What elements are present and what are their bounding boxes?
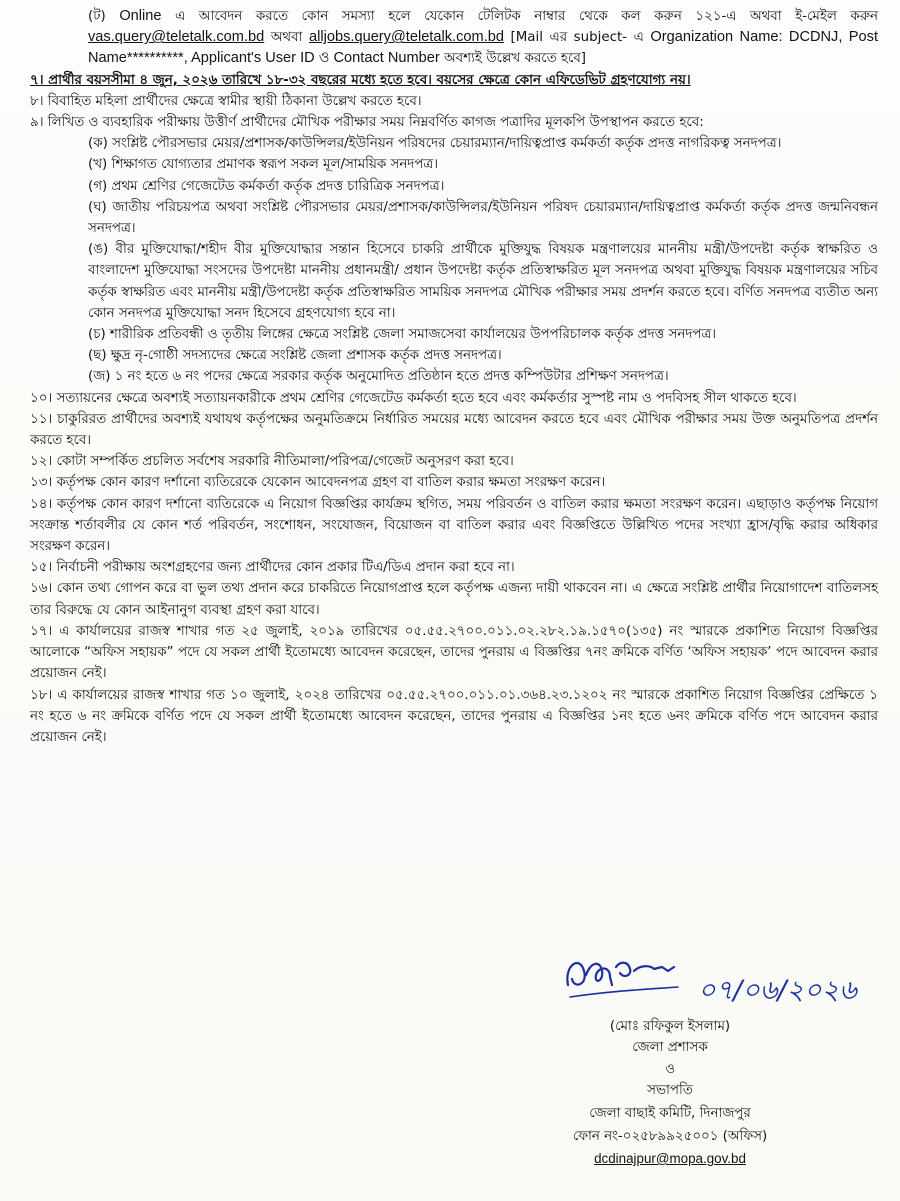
signatory-phone: ফোন নং-০২৫৮৯৯২৫০০১ (অফিস) — [572, 1129, 768, 1144]
notice-body — [30, 6, 878, 748]
item-9-ja: (জ) ১ নং হতে ৬ নং পদের ক্ষেত্রে সরকার কর্তৃক অনুমোদিত প্রতিষ্ঠান হতে প্রদত্ত কম্পিউটার প্রশিক্ষণ সনদপত্র। — [88, 369, 669, 385]
online-word: Online — [119, 8, 162, 24]
item-16-false-info: ১৬। কোন তথ্য গোপন করে বা ভুল তথ্য প্রদান করে চাকরিতে নিয়োগপ্রাপ্ত হলে কর্তৃপক্ষ এজন্য দায়ী থাকবেন না। এ ক্ষেত্রে সংশ্লিষ্ট প্রার্থীর নিয়োগাদেশ বাতিলসহ তার বিরুদ্ধে যে কোন আইনানুগ ব্যবস্থা গ্রহণ করা যাবে। — [30, 581, 878, 618]
item-13-authority-rights: ১৩। কর্তৃপক্ষ কোন কারণ দর্শানো ব্যতিরেকে যেকোন আবেদনপত্র গ্রহণ বা বাতিল করার ক্ষমতা সংরক্ষণ করেন। — [30, 475, 606, 491]
item-9-uma: (ঙ) বীর মুক্তিযোদ্ধা/শহীদ বীর মুক্তিযোদ্ধার সন্তান হিসেবে চাকরি প্রার্থীকে মুক্তিযুদ্ধ বিষয়ক মন্ত্রণালয়ের মাননীয় মন্ত্রী/উপদেষ্টা কর্তৃক স্বাক্ষরিত ও বাংলাদেশ মুক্তিযোদ্ধা সংসদের উপদেষ্টা মাননীয় প্রধানমন্ত্রী/ প্রধান উপদেষ্টা কর্তৃক প্রতিস্বাক্ষরিত মূল সনদপত্র অথবা মুক্তিযুদ্ধ বিষয়ক মন্ত্রণালয়ের সচিব কর্তৃক স্বাক্ষরিত এবং মাননীয় মন্ত্রী/উপদেষ্টা কর্তৃক প্রতিস্বাক্ষরিত সাময়িক সনদপত্র মৌখিক পরীক্ষার সময় প্রদর্শন করতে হবে। বর্ণিত সনদপত্র ব্যতীত অন্য কোন সনদপত্র মুক্তিযোদ্ধা সনদ হিসেবে গ্রহণযোগ্য হবে না। — [88, 242, 878, 321]
vas-query-email-link[interactable]: vas.query@teletalk.com.bd — [88, 29, 265, 46]
item-t-text-4: অবশ্যই উল্লেখ করতে হবে] — [439, 51, 586, 67]
item-9-gha: (ঘ) জাতীয় পরিচয়পত্র অথবা সংশ্লিষ্ট পৌরসভার মেয়র/প্রশাসক/কাউন্সিলর/ইউনিয়ন পরিষদ চেয়ারম্যান/দায়িত্বপ্রাপ্ত কর্মকর্তা কর্তৃক প্রদত্ত জন্মনিবন্ধন সনদপত্র। — [88, 199, 878, 237]
signatory-title: জেলা প্রশাসক — [632, 1040, 708, 1055]
item-t-prefix: (ট) — [88, 9, 120, 24]
item-9-ga: (গ) প্রথম শ্রেণির গেজেটেড কর্মকর্তা কর্তৃক প্রদত্ত চারিত্রিক সনদপত্র। — [88, 178, 445, 194]
item-9-ka: (ক) সংশ্লিষ্ট পৌরসভার মেয়র/প্রশাসক/কাউন্সিলর/ইউনিয়ন পরিষদের চেয়ারম্যান/দায়িত্বপ্রাপ্ত কর্মকর্তা কর্তৃক প্রদত্ত নাগরিকত্ব সনদপত্র। — [88, 136, 782, 152]
item-14-authority-changes: ১৪। কর্তৃপক্ষ কোন কারণ দর্শানো ব্যতিরেকে এ নিয়োগ বিজ্ঞপ্তির কার্যক্রম স্থগিত, সময় পরিবর্তন ও বাতিল করার ক্ষমতা সংরক্ষণ করেন। এছাড়াও কর্তৃপক্ষ নিয়োগ সংক্রান্ত শর্তাবলীর যে কোন শর্ত পরিবর্তন, সংশোধন, সংযোজন, বিয়োজন বা বাতিল করার এবং বিজ্ঞপ্তিতে উল্লিখিত পদের সংখ্যা হ্রাস/বৃদ্ধি করার অধিকার সংরক্ষণ করেন। — [30, 496, 878, 555]
item-11-employed-candidates: ১১। চাকুরিরত প্রার্থীদের অবশ্যই যথাযথ কর্তৃপক্ষের অনুমতিক্রমে নির্ধারিত সময়ের মধ্যে আবেদন করতে হবে এবং মৌখিক পরীক্ষার সময় উক্ত অনুমতিপত্র প্রদর্শন করতে হবে। — [30, 411, 878, 449]
item-17-previous-office-assistant: ১৭। এ কার্যালয়ের রাজস্ব শাখার গত ২৫ জুলাই, ২০১৯ তারিখের ০৫.৫৫.২৭০০.০১১.০২.২৮২.১৯.১৫৭০(১৩৫) নং স্মারকে প্রকাশিত নিয়োগ বিজ্ঞপ্তির আলোকে “অফিস সহায়ক” পদে যে সকল প্রার্থী ইতোমধ্যে আবেদন করেছেন, তাদের পুনরায় এ বিজ্ঞপ্তির ৭নং ক্রমিকে বর্ণিত ‘অফিস সহায়ক’ পদে আবেদন করার প্রয়োজন নেই। — [30, 623, 878, 682]
item-12-quota: ১২। কোটা সম্পর্কিত প্রচলিত সর্বশেষ সরকারি নীতিমালা/পরিপত্র/গেজেট অনুসরণ করা হবে। — [30, 454, 514, 470]
signatory-committee: জেলা বাছাই কমিটি, দিনাজপুর — [589, 1106, 751, 1121]
handwritten-date: ০৭/০৬/২০২৬ — [698, 975, 857, 1006]
item-t-text-1: এ আবেদন করতে কোন সমস্যা হলে যেকোন টেলিটক নাম্বার থেকে কল করুন ১২১-এ অথবা ই-মেইল করুন — [161, 9, 878, 24]
item-10-attestation: ১০। সত্যায়নের ক্ষেত্রে অবশ্যই সত্যায়নকারীকে প্রথম শ্রেণির গেজেটেড কর্মকর্তা হতে হবে এবং কর্মকর্তার সুস্পষ্ট নাম ও পদবিসহ সীল থাকতে হবে। — [30, 390, 797, 406]
handwritten-signature — [550, 945, 860, 1015]
item-t-text-2: অথবা — [264, 30, 310, 46]
item-9-cha: (চ) শারীরিক প্রতিবন্ধী ও তৃতীয় লিঙ্গের ক্ষেত্রে সংশ্লিষ্ট জেলা সমাজসেবা কার্যালয়ের উপপরিচালক কর্তৃক প্রদত্ত সনদপত্র। — [88, 327, 717, 343]
item-15-no-ta-da: ১৫। নির্বাচনী পরীক্ষায় অংশগ্রহণের জন্য প্রার্থীদের কোন প্রকার টিএ/ডিএ প্রদান করা হবে না। — [30, 560, 515, 576]
item-9-kha: (খ) শিক্ষাগত যোগ্যতার প্রমাণক স্বরূপ সকল মূল/সাময়িক সনদপত্র। — [88, 157, 439, 173]
signatory-title-2: সভাপতি — [647, 1083, 693, 1098]
item-9-viva-documents: ৯। লিখিত ও ব্যবহারিক পরীক্ষায় উত্তীর্ণ প্রার্থীদের মৌখিক পরীক্ষার সময় নিম্নবর্ণিত কাগজ পত্রাদির মূলকপি উপস্থাপন করতে হবে: — [30, 115, 704, 131]
item-8-married-women: ৮। বিবাহিত মহিলা প্রার্থীদের ক্ষেত্রে স্বামীর স্থায়ী ঠিকানা উল্লেখ করতে হবে। — [30, 93, 422, 109]
item-t-online-help — [30, 6, 878, 70]
signatory-and: ও — [665, 1062, 675, 1077]
organization-line: Organization Name: DCDNJ, Post Name**********, Applicant's User ID ও Contact Number — [88, 29, 878, 67]
item-18-previous-applicants: ১৮। এ কার্যালয়ের রাজস্ব শাখার গত ১০ জুলাই, ২০২৪ তারিখের ০৫.৫৫.২৭০০.০১১.০১.৩৬৪.২৩.১২০২ নং স্মারকে প্রকাশিত নিয়োগ বিজ্ঞপ্তির প্রেক্ষিতে ১ নং হতে ৬ নং ক্রমিকে বর্ণিত পদে যে সকল প্রার্থী ইতোমধ্যে আবেদন করেছেন, তাদের পুনরায় এ বিজ্ঞপ্তির ১নং হতে ৬নং ক্রমিকে বর্ণিত পদে আবেদন করার প্রয়োজন নেই। — [30, 687, 878, 745]
signatory-email-link[interactable]: dcdinajpur@mopa.gov.bd — [594, 1151, 746, 1166]
item-9-chha: (ছ) ক্ষুদ্র নৃ-গোষ্ঠী সদস্যদের ক্ষেত্রে সংশ্লিষ্ট জেলা প্রশাসক কর্তৃক প্রদত্ত সনদপত্র। — [88, 348, 502, 364]
item-7-age-limit: ৭। প্রার্থীর বয়সসীমা ৪ জুন, ২০২৬ তারিখে ১৮-৩২ বছরের মধ্যে হতে হবে। বয়সের ক্ষেত্রে কোন এফিডেভিট গ্রহণযোগ্য নয়। — [30, 72, 691, 88]
signatory-name: (মোঃ রফিকুল ইসলাম) — [609, 1019, 731, 1034]
alljobs-query-email-link[interactable]: alljobs.query@teletalk.com.bd — [309, 29, 504, 46]
item-t-text-3: [Mail এর subject- এ — [503, 30, 651, 46]
